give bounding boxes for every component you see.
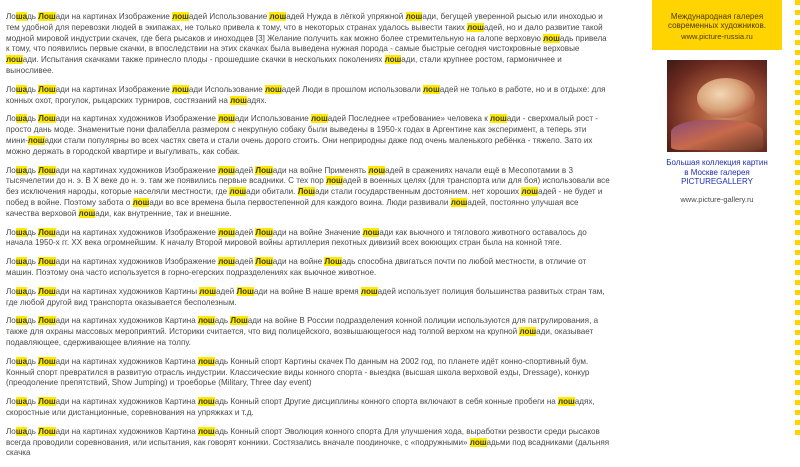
search-term-highlight: Лош [230, 316, 248, 326]
paragraph-text: дь [27, 257, 39, 267]
search-term-highlight: Лош [297, 187, 316, 197]
paragraph-text: адь Конный спорт Картины скачек По данным на 2002 год, по планете идёт конно-спортивный бум. Конный спорт превратился в развитую отрасль индустрии. Классические виды конного спорта - выездка (высшая школа верховой езды, Dressage), конкур (преодоление препятствий, Show Jumping) и троеборье (Military, Three day event) [6, 356, 590, 388]
picturegallery-banner-ad[interactable] [652, 60, 782, 212]
paragraph-text: адей Использование [188, 12, 270, 21]
search-term-highlight: Лош [38, 426, 56, 436]
search-term-highlight: лош [229, 187, 247, 197]
paragraph-text: ади на картинах художников Картина [55, 426, 198, 436]
paragraph-text: Ло [6, 227, 16, 237]
article-paragraph [6, 257, 610, 279]
paragraph-text: ади на картинах художников Изображение [55, 227, 219, 237]
banner-url[interactable]: www.picture-russia.ru [681, 32, 753, 41]
search-term-highlight: лош [264, 84, 282, 94]
paragraph-text: дь [27, 114, 39, 124]
search-term-highlight: лош [423, 84, 440, 94]
paragraph-text: дь [27, 316, 39, 326]
paragraph-text: Ло [6, 114, 16, 124]
paragraph-text: ади стали государственным достоянием. нет хороших [315, 187, 522, 197]
search-term-highlight: Лош [38, 84, 56, 94]
painting-image[interactable] [667, 60, 767, 152]
paragraph-text: адей Люди в прошлом использовали [281, 84, 423, 94]
paragraph-text: адей - не будет и побед в войне. Поэтому забота о [6, 187, 603, 207]
paragraph-text: ади Использование [188, 84, 265, 94]
paragraph-text: ади как вьючного и тяглового животного оставалось до начала 1950-х гг. XX века огромнейшим. К началу Второй мировой войны артиллерия пехотных дивизий всех воюющих стран была на конной тяге. [6, 227, 587, 248]
paragraph-text: ади на картинах Изображение [55, 12, 173, 21]
paragraph-text: Ло [6, 257, 16, 267]
search-term-highlight: ша [15, 12, 28, 21]
article-content [6, 12, 610, 467]
paragraph-text: ади, как внутренние, так и внешние. [95, 208, 232, 218]
paragraph-text: ади на картинах художников Картины [55, 286, 200, 296]
search-term-highlight: Лош [38, 12, 56, 21]
paragraph-text: ади Использование [234, 114, 311, 124]
article-paragraph [6, 228, 610, 250]
right-edge-rail [795, 0, 800, 435]
banner-title-line: современных художников. [668, 21, 766, 30]
search-term-highlight: ша [15, 316, 28, 326]
paragraph-text: адьми под всадниками (дальняя скачка [6, 437, 610, 458]
search-term-highlight: Лош [255, 165, 273, 175]
search-term-highlight: ша [15, 165, 28, 175]
search-term-highlight: Лош [38, 257, 56, 267]
paragraph-text: ади на войне В наше время [253, 286, 361, 296]
article-paragraph [6, 287, 610, 309]
paragraph-text: ади на войне Значение [272, 227, 363, 237]
paragraph-text: адей [234, 257, 256, 267]
paragraph-text: ади на картинах художников Изображение [55, 114, 219, 124]
banner-title-line: в Москве галерея [684, 167, 750, 177]
paragraph-text: дь [27, 84, 39, 94]
banner-title-line: Большая коллекция картин [666, 158, 768, 167]
search-term-highlight: Лош [38, 165, 56, 175]
paragraph-text: Ло [6, 316, 16, 326]
search-term-highlight: лош [467, 22, 484, 32]
paragraph-text: адь [214, 316, 231, 326]
search-term-highlight: ша [15, 426, 28, 436]
search-term-highlight: лош [197, 397, 215, 407]
search-term-highlight: лош [218, 227, 235, 237]
paragraph-text: адей в военных целях (для транспорта или для боя) использовали все без исключения народы, которые населяли местности, где [6, 176, 610, 197]
search-term-highlight: Лош [255, 257, 273, 267]
search-term-highlight: ша [15, 114, 28, 124]
article-paragraph [6, 397, 610, 419]
paragraph-text: адях. [246, 95, 267, 105]
search-term-highlight: лош [469, 437, 487, 447]
paragraph-text: адь Конный спорт Другие дисциплины конного спорта включают в себя конные пробеги на [214, 397, 559, 407]
search-term-highlight: лош [311, 114, 328, 124]
paragraph-text: ади на картинах Изображение [55, 84, 173, 94]
article-paragraph [6, 427, 610, 459]
paragraph-text: адей использует полиция большинства развитых стран там, где любой другой вид транспорта оказывается бесполезным. [6, 286, 605, 307]
search-term-highlight: лош [218, 257, 235, 267]
search-term-highlight: лош [27, 135, 45, 145]
search-term-highlight: ша [15, 397, 28, 407]
search-term-highlight: лош [558, 397, 575, 407]
paragraph-text: Ло [6, 84, 16, 94]
search-term-highlight: лош [218, 165, 235, 175]
paragraph-text: адь способна двигаться почти по любой местности, в отличие от машин. Поэтому она часто используется в горно-егерских подразделениях как вьючное животное. [6, 257, 587, 277]
search-term-highlight: лош [197, 316, 215, 326]
paragraph-text: Ло [6, 426, 16, 436]
paragraph-text: ади на войне [272, 257, 325, 267]
article-paragraph [6, 12, 610, 77]
paragraph-text: ади на картинах художников Картина [55, 397, 198, 407]
search-term-highlight: ша [15, 286, 28, 296]
search-term-highlight: лош [543, 33, 560, 43]
search-term-highlight: Лош [38, 114, 56, 124]
search-term-highlight: лош [450, 197, 468, 207]
paragraph-text: ади на картинах художников Изображение [55, 257, 219, 267]
paragraph-text: ади на войне В России подразделения конной полиции используются для патрулирования, а также для охраны массовых мероприятий. Историки считается, что вид полицейского, возвышающегося над толпой верхом на крупной [6, 316, 599, 337]
paragraph-text: ади - сверхмалый рост - просто дань моде. Знаменитые пони фалабелла размером с некрупную собаку были выведены в 1950-х годах в Аргентине как эксперимент, а теперь эти мини- [6, 114, 598, 145]
search-term-highlight: лош [362, 227, 380, 237]
article-paragraph [6, 85, 610, 107]
paragraph-text: ади обитали. [246, 187, 298, 197]
search-term-highlight: лош [490, 114, 507, 124]
search-term-highlight: Лош [324, 257, 342, 267]
paragraph-text: Ло [6, 12, 16, 21]
search-term-highlight: лош [199, 286, 216, 296]
paragraph-text: дь [27, 286, 39, 296]
paragraph-text: адь привела к тому, что появились первые скачки, в впоследствии на этих скачках была выведена нужная порода - самые быстрые сегодня чистокровные верховые [6, 33, 607, 54]
paragraph-text: ади на картинах художников Картина [55, 356, 198, 366]
paragraph-text: адей не только в работе, но и в отдыхе: для конных охот, прогулок, рыцарских турниров, состязаний на [6, 84, 606, 105]
search-term-highlight: лош [405, 12, 423, 21]
search-term-highlight: Лош [38, 227, 56, 237]
paragraph-text: дь [27, 227, 39, 237]
paragraph-text: Ло [6, 356, 16, 366]
banner-title [652, 12, 782, 30]
banner-title-line: Международная галерея [670, 12, 764, 21]
paragraph-text: адей в сражениях начали ещё в Месопотамии в 3 тысячелетии до н. э. В X веке до н. э. там же появились первые всадники. С тех пор [6, 165, 573, 186]
paragraph-text: дь [27, 397, 39, 407]
search-term-highlight: лош [360, 286, 378, 296]
search-term-highlight: лош [269, 12, 287, 21]
painting-cloth-icon [671, 120, 763, 150]
paragraph-text: ади на картинах художников Картина [55, 316, 198, 326]
banner-title[interactable] [652, 158, 782, 187]
paragraph-text: ади, бегущей уверенной рысью или иноходью и тем удобной для перевозки людей в экипажах, не только привела к тому, что в некоторых странах удалось вывести таких [6, 12, 603, 32]
search-term-highlight: лош [172, 84, 189, 94]
search-term-highlight: Лош [255, 227, 273, 237]
banner-title-line: PICTUREGALLERY [681, 177, 753, 186]
search-term-highlight: лош [218, 114, 235, 124]
paragraph-text: ади на картинах художников Изображение [55, 165, 219, 175]
paragraph-text: ади, стали крупнее ростом, гармоничнее и выносливее. [6, 55, 562, 75]
paragraph-text: адки стали популярны во всех частях света и стали очень дорого стоить. Они неприродны даже под очень маленького ребёнка - тяжело. Зато их можно держать в городской квартире и выгуливать, как собак. [6, 135, 593, 156]
search-term-highlight: лош [326, 176, 343, 186]
search-term-highlight: лош [521, 187, 539, 197]
banner-url[interactable]: www.picture-gallery.ru [680, 194, 754, 204]
search-term-highlight: лош [384, 55, 402, 65]
paragraph-text: адях, скоростные или дистанционные, соревнования на упряжках и т.д. [6, 397, 595, 417]
paragraph-text: ади, оказывает подавляющее, сдерживающее влияние на толпу. [6, 327, 594, 347]
search-term-highlight: Лош [38, 316, 56, 326]
sidebar [652, 0, 782, 212]
search-term-highlight: ша [15, 257, 28, 267]
search-term-highlight: Лош [38, 286, 56, 296]
search-term-highlight: ша [15, 356, 28, 366]
search-term-highlight: лош [197, 356, 215, 366]
painting-figure-icon [697, 78, 755, 118]
paragraph-text: адей [234, 227, 256, 237]
paragraph-text: адей, постоянно улучшая все качества верховой [6, 197, 579, 218]
paragraph-text: Ло [6, 165, 16, 175]
search-term-highlight: Лош [38, 397, 56, 407]
paragraph-text: ади на войне Применять [272, 165, 369, 175]
paragraph-text: дь [27, 356, 39, 366]
search-term-highlight: лош [197, 426, 215, 436]
search-term-highlight: лош [78, 208, 96, 218]
search-term-highlight: лош [6, 55, 23, 65]
search-term-highlight: ша [15, 84, 28, 94]
paragraph-text: адей, но и дало развитие такой модной мировой индустрии скачек, где бега рысаков и иноходцев [3] Желание получить как можно более стремительную на галопе верховую [6, 22, 603, 43]
paragraph-text: Ло [6, 397, 16, 407]
paragraph-text: дь [27, 12, 39, 21]
paragraph-text: адей [234, 165, 256, 175]
search-term-highlight: Лош [38, 356, 56, 366]
search-term-highlight: лош [519, 327, 537, 337]
paragraph-text: адь Конный спорт Эволюция конного спорта Для улучшения хода, выработки резвости среди рысаков всегда проводили соревнования, или испытания, как говорят конники. Состязались вначале поодиночке, с «подружными» [6, 426, 600, 447]
search-term-highlight: лош [132, 197, 150, 207]
paragraph-text: Ло [6, 286, 16, 296]
paragraph-text: ади во все времена была первостепенной для каждого воина. Люди развивали [149, 197, 451, 207]
search-term-highlight: лош [172, 12, 189, 21]
search-term-highlight: лош [230, 95, 247, 105]
paragraph-text: ади. Испытания скачками также принесло плоды - прошедшие скачки в нескольких поколениях [22, 55, 385, 65]
article-paragraph [6, 114, 610, 157]
paragraph-text: адей Последнее «требование» человека к [327, 114, 491, 124]
search-term-highlight: лош [368, 165, 386, 175]
paragraph-text: дь [27, 426, 39, 436]
paragraph-text: дь [27, 165, 39, 175]
article-paragraph [6, 357, 610, 389]
paragraph-text: адей Нужда в лёгкой упряжной [286, 12, 406, 21]
paragraph-text: адей [216, 286, 237, 296]
article-paragraph [6, 166, 610, 220]
search-term-highlight: Лош [236, 286, 254, 296]
search-term-highlight: ша [15, 227, 28, 237]
gallery-banner-ad[interactable] [652, 0, 782, 50]
article-paragraph [6, 316, 610, 348]
